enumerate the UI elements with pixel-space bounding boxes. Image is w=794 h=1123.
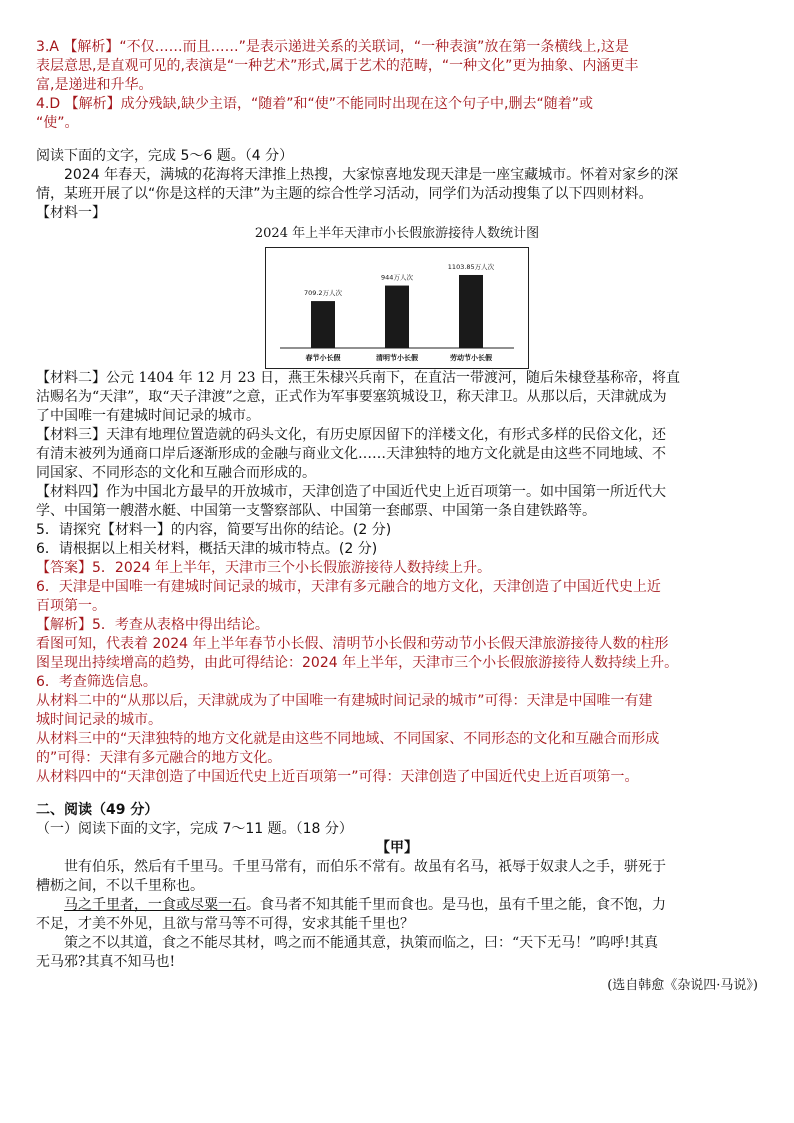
material-four-line1: 【材料四】作为中国北方最早的开放城市，天津创造了中国近代史上近百项第一。如中国第一所近代大 xyxy=(36,484,666,500)
bar-data-label: 1103.85万人次 xyxy=(447,262,495,271)
category-label: 清明节小长假 xyxy=(376,354,418,362)
section-heading: 二、阅读（49 分） xyxy=(36,802,159,818)
passage-paragraph2-line2: 不足，才美不外见，且欲与常马等不可得，安求其能千里也？ xyxy=(36,916,414,932)
material-three-line1: 【材料三】天津有地理位置造就的码头文化，有历史原因留下的洋楼文化，有形式多样的民俗文化，还 xyxy=(36,427,666,443)
passage-paragraph3-line1: 策之不以其道，食之不能尽其材，鸣之而不能通其意，执策而临之，曰：“天下无马！”呜呼!其真 xyxy=(64,935,658,951)
material-two-line1: 【材料二】公元 1404 年 12 月 23 日，燕王朱棣兴兵南下，在直沽一带渡河，随后朱棣登基称帝，将直 xyxy=(36,370,680,386)
category-label: 劳动节小长假 xyxy=(450,354,492,362)
answer-6-line2: 百项第一。 xyxy=(36,598,106,614)
intro-paragraph-line2: 情，某班开展了以“你是这样的天津”为主题的综合性学习活动，同学们为活动搜集了以下四则材料。 xyxy=(36,186,653,202)
document-page xyxy=(36,38,758,995)
passage-paragraph3-line2: 无马邪?其真不知马也! xyxy=(36,954,176,970)
intro-paragraph-line1: 2024 年春天，满城的花海将天津推上热搜，大家惊喜地发现天津是一座宝藏城市。怀着对家乡的深 xyxy=(64,167,679,183)
reading-instruction: 阅读下面的文字，完成 5～6 题。（4 分） xyxy=(36,148,294,164)
chart-frame xyxy=(265,247,529,369)
explanation-5-line2: 图呈现出持续增高的趋势，由此可得结论：2024 年上半年，天津市三个小长假旅游接待人数持续上升。 xyxy=(36,655,679,671)
answer-6-line1: 6．天津是中国唯一有建城时间记录的城市，天津有多元融合的地方文化，天津创造了中国近代史上近 xyxy=(36,579,661,595)
answer-q4-line2: “使”。 xyxy=(36,115,79,131)
material-three-line2: 有清末被列为通商口岸后逐渐形成的金融与商业文化……天津独特的地方文化就是由这些不同地域、不 xyxy=(36,446,666,462)
explanation-6-line2: 城时间记录的城市。 xyxy=(36,712,162,728)
subsection-instruction: （一）阅读下面的文字，完成 7～11 题。（18 分） xyxy=(36,821,353,837)
answer-5: 【答案】5．2024 年上半年，天津市三个小长假旅游接待人数持续上升。 xyxy=(36,560,491,576)
answer-q3-line1: 3.A 【解析】“不仅……而且……”是表示递进关系的关联词，“一种表演”放在第一条横线上,这是 xyxy=(36,39,629,55)
passage-paragraph1-line1: 世有伯乐，然后有千里马。千里马常有，而伯乐不常有。故虽有名马，祇辱于奴隶人之手，骈死于 xyxy=(64,859,666,875)
passage-paragraph2-line1 xyxy=(36,896,758,915)
passage-label: 【甲】 xyxy=(376,840,418,856)
answer-q3-line3: 富,是递进和升华。 xyxy=(36,77,153,93)
passage-paragraph2-rest: 。食马者不知其能千里而食也。是马也，虽有千里之能，食不饱，力 xyxy=(246,897,666,913)
passage-paragraph1-line2: 槽枥之间，不以千里称也。 xyxy=(36,878,204,894)
answer-q3-line2: 表层意思,是直观可见的,表演是“一种艺术”形式,属于艺术的范畴，“一种文化”更为抽象、内涵更丰 xyxy=(36,58,639,74)
material-four-line2: 学、中国第一艘潜水艇、中国第一支警察部队、中国第一套邮票、中国第一条自建铁路等。 xyxy=(36,503,596,519)
tourism-chart xyxy=(36,225,758,369)
explanation-5-line1: 看图可知，代表着 2024 年上半年春节小长假、清明节小长假和劳动节小长假天津旅游接待人数的柱形 xyxy=(36,636,669,652)
category-label: 春节小长假 xyxy=(305,354,341,362)
explanation-6-line3: 从材料三中的“天津独特的地方文化就是由这些不同地域、不同国家、不同形态的文化和互融合而形成 xyxy=(36,731,660,747)
chart-title: 2024 年上半年天津市小长假旅游接待人数统计图 xyxy=(254,226,540,241)
bar-data-label: 944万人次 xyxy=(381,273,413,282)
material-one-heading: 【材料一】 xyxy=(36,205,106,221)
chart-bar xyxy=(459,275,483,348)
material-three-line3: 同国家、不同形态的文化和互融合而形成的。 xyxy=(36,465,316,481)
chart-svg xyxy=(266,248,528,368)
explanation-6-line1: 从材料二中的“从那以后，天津就成为了中国唯一有建城时间记录的城市”可得：天津是中国唯一有建 xyxy=(36,693,653,709)
question-5: 5．请探究【材料一】的内容，简要写出你的结论。(2 分) xyxy=(36,522,392,538)
answer-q4-line1: 4.D 【解析】成分残缺,缺少主语，“随着”和“使”不能同时出现在这个句子中,删去“随着”或 xyxy=(36,96,594,112)
material-two-line2: 沽赐名为“天津”，取“天子津渡”之意，正式作为军事要塞筑城设卫，称天津卫。从那以后，天津就成为 xyxy=(36,389,667,405)
underlined-sentence: 马之千里者，一食或尽粟一石 xyxy=(64,897,246,913)
material-two-line3: 了中国唯一有建城时间记录的城市。 xyxy=(36,408,260,424)
chart-bar xyxy=(311,301,335,348)
chart-bar xyxy=(385,286,409,348)
explanation-6-line5: 从材料四中的“天津创造了中国近代史上近百项第一”可得：天津创造了中国近代史上近百项第一。 xyxy=(36,769,639,785)
passage-source: (选自韩愈《杂说四·马说》) xyxy=(607,978,758,993)
explanation-6-line4: 的”可得：天津有多元融合的地方文化。 xyxy=(36,750,282,766)
explanation-5: 【解析】5．考查从表格中得出结论。 xyxy=(36,617,269,633)
question-6: 6．请根据以上相关材料，概括天津的城市特点。(2 分) xyxy=(36,541,378,557)
explanation-6: 6．考查筛选信息。 xyxy=(36,674,157,690)
bar-data-label: 709.2万人次 xyxy=(303,289,343,298)
